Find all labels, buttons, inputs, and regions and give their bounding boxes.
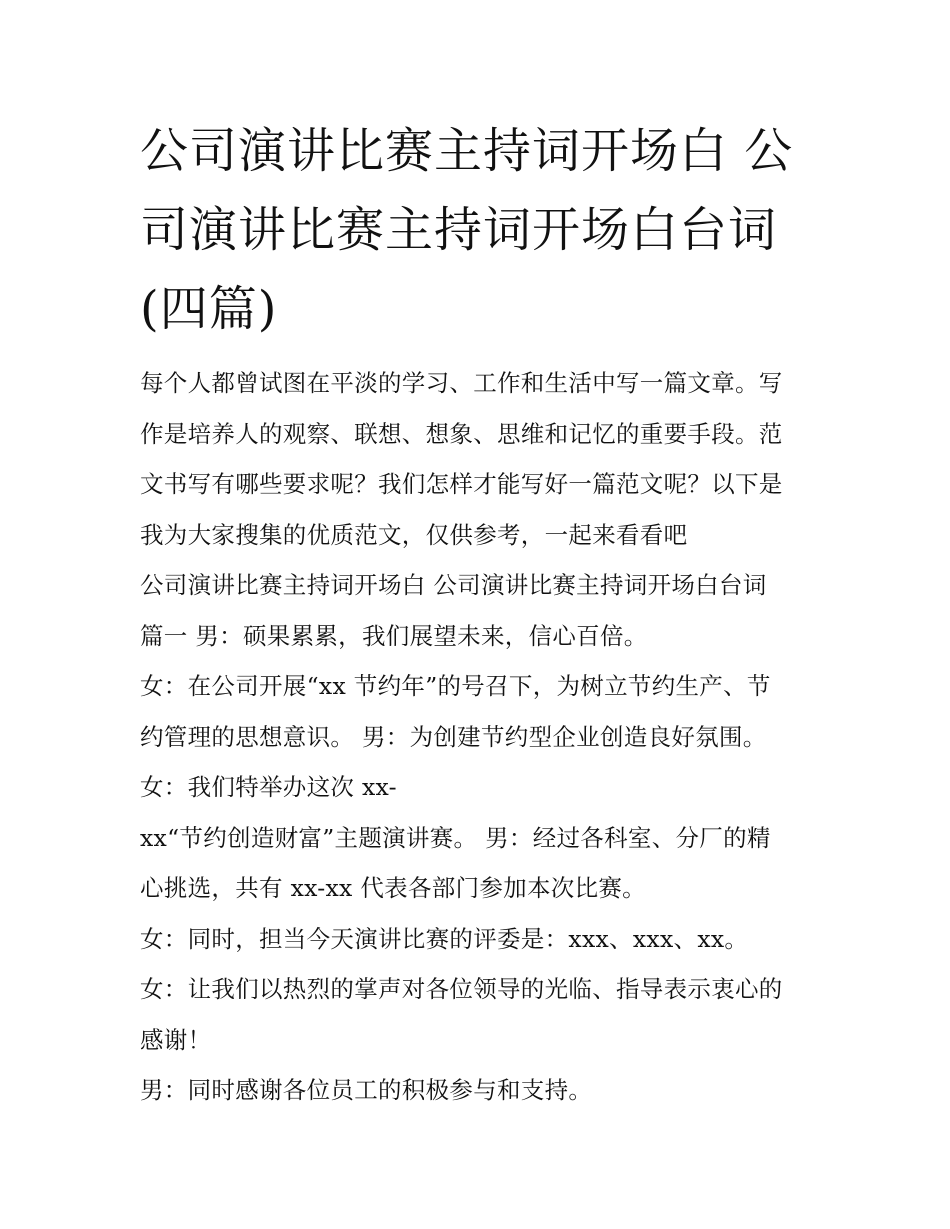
body-line: 作是培养人的观察、联想、想象、思维和记忆的重要手段。范 xyxy=(140,419,783,448)
title-line: 司演讲比赛主持词开场白台词 xyxy=(140,202,778,258)
body-line: 男：同时感谢各位员工的积极参与和支持。 xyxy=(140,1076,593,1104)
body-line: 我为大家搜集的优质范文，仅供参考，一起来看看吧 xyxy=(140,520,688,549)
body-line: 女：让我们以热烈的掌声对各位领导的光临、指导表示衷心的 xyxy=(140,975,783,1003)
body-line: 心挑选，共有 xx-xx 代表各部门参加本次比赛。 xyxy=(140,874,646,902)
body-line: 感谢！ xyxy=(140,1025,212,1054)
body-line: 女：我们特举办这次 xx- xyxy=(140,773,397,801)
body-line: 篇一 男：硕果累累，我们展望未来，信心百倍。 xyxy=(140,621,648,650)
document-title xyxy=(140,112,812,349)
body-line: 女：同时，担当今天演讲比赛的评委是：xxx、xxx、xx。 xyxy=(140,924,749,953)
body-line: 每个人都曾试图在平淡的学习、工作和生活中写一篇文章。写 xyxy=(140,369,783,397)
title-line: 公司演讲比赛主持词开场白 公 xyxy=(140,123,794,179)
body-line: 文书写有哪些要求呢？我们怎样才能写好一篇范文呢？以下是 xyxy=(140,470,783,498)
body-line: 约管理的思想意识。 男：为创建节约型企业创造良好氛围。 xyxy=(140,722,767,751)
body-line: xx“节约创造财富”主题演讲赛。 男：经过各科室、分厂的精 xyxy=(140,823,771,852)
body-line: 女：在公司开展“xx 节约年”的号召下，为树立节约生产、节 xyxy=(140,672,771,700)
title-line: (四篇) xyxy=(140,281,278,337)
document-body xyxy=(140,358,820,1116)
body-line: 公司演讲比赛主持词开场白 公司演讲比赛主持词开场白台词 xyxy=(140,571,767,599)
